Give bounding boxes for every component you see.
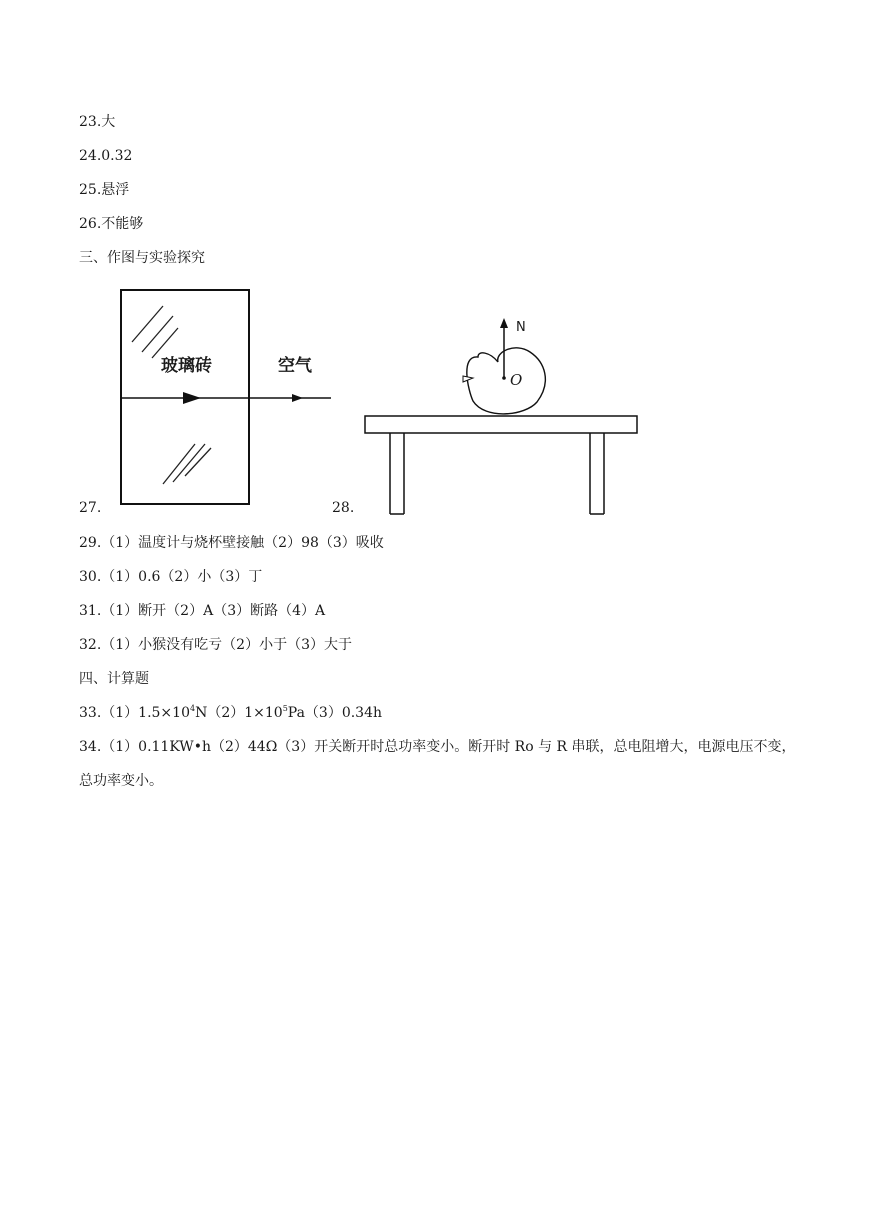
answer-32: 32.（1）小猴没有吃亏（2）小于（3）大于 <box>79 637 352 653</box>
answer-33-part3: Pa（3）0.34h <box>287 705 383 721</box>
normal-force-arrow-icon <box>500 318 508 328</box>
point-o-label: O <box>510 371 523 389</box>
apple-outline <box>467 348 546 414</box>
answer-34: 34.（1）0.11KW•h（2）44Ω（3）开关断开时总功率变小。断开时 Ro 与 R 串联，总电阻增大，电源电压不变，总功率变小。 <box>79 739 796 789</box>
answer-33-part1: 33.（1）1.5×10 <box>79 705 190 721</box>
answer-33-exponent2: 5 <box>282 704 288 713</box>
figure-28-apple-on-table <box>360 312 645 518</box>
answer-33 <box>79 703 382 723</box>
point-o-dot <box>502 376 506 380</box>
answer-26: 26.不能够 <box>79 216 144 232</box>
force-n-label: N <box>516 320 526 335</box>
answer-25: 25.悬浮 <box>79 182 130 198</box>
light-ray-arrow-in <box>183 392 201 404</box>
table-top <box>365 416 637 433</box>
answer-23: 23.大 <box>79 114 116 130</box>
figure-27-glass-block <box>115 286 335 508</box>
answer-24: 24.0.32 <box>79 148 133 164</box>
answer-27-number: 27. <box>79 500 102 516</box>
answer-30: 30.（1）0.6（2）小（3）丁 <box>79 569 263 585</box>
answer-28-number: 28. <box>332 500 355 516</box>
light-ray-arrow-out <box>292 394 303 402</box>
answer-33-exponent1: 4 <box>189 704 196 713</box>
answer-31: 31.（1）断开（2）A（3）断路（4）A <box>79 603 326 619</box>
glass-hatch-marks <box>132 306 211 484</box>
answer-33-part2: N（2）1×10 <box>195 705 283 721</box>
answer-29: 29.（1）温度计与烧杯壁接触（2）98（3）吸收 <box>79 535 384 551</box>
section-4-heading: 四、计算题 <box>79 671 149 687</box>
section-3-heading: 三、作图与实验探究 <box>79 250 205 266</box>
air-label: 空气 <box>278 356 312 376</box>
glass-label: 玻璃砖 <box>161 356 212 376</box>
